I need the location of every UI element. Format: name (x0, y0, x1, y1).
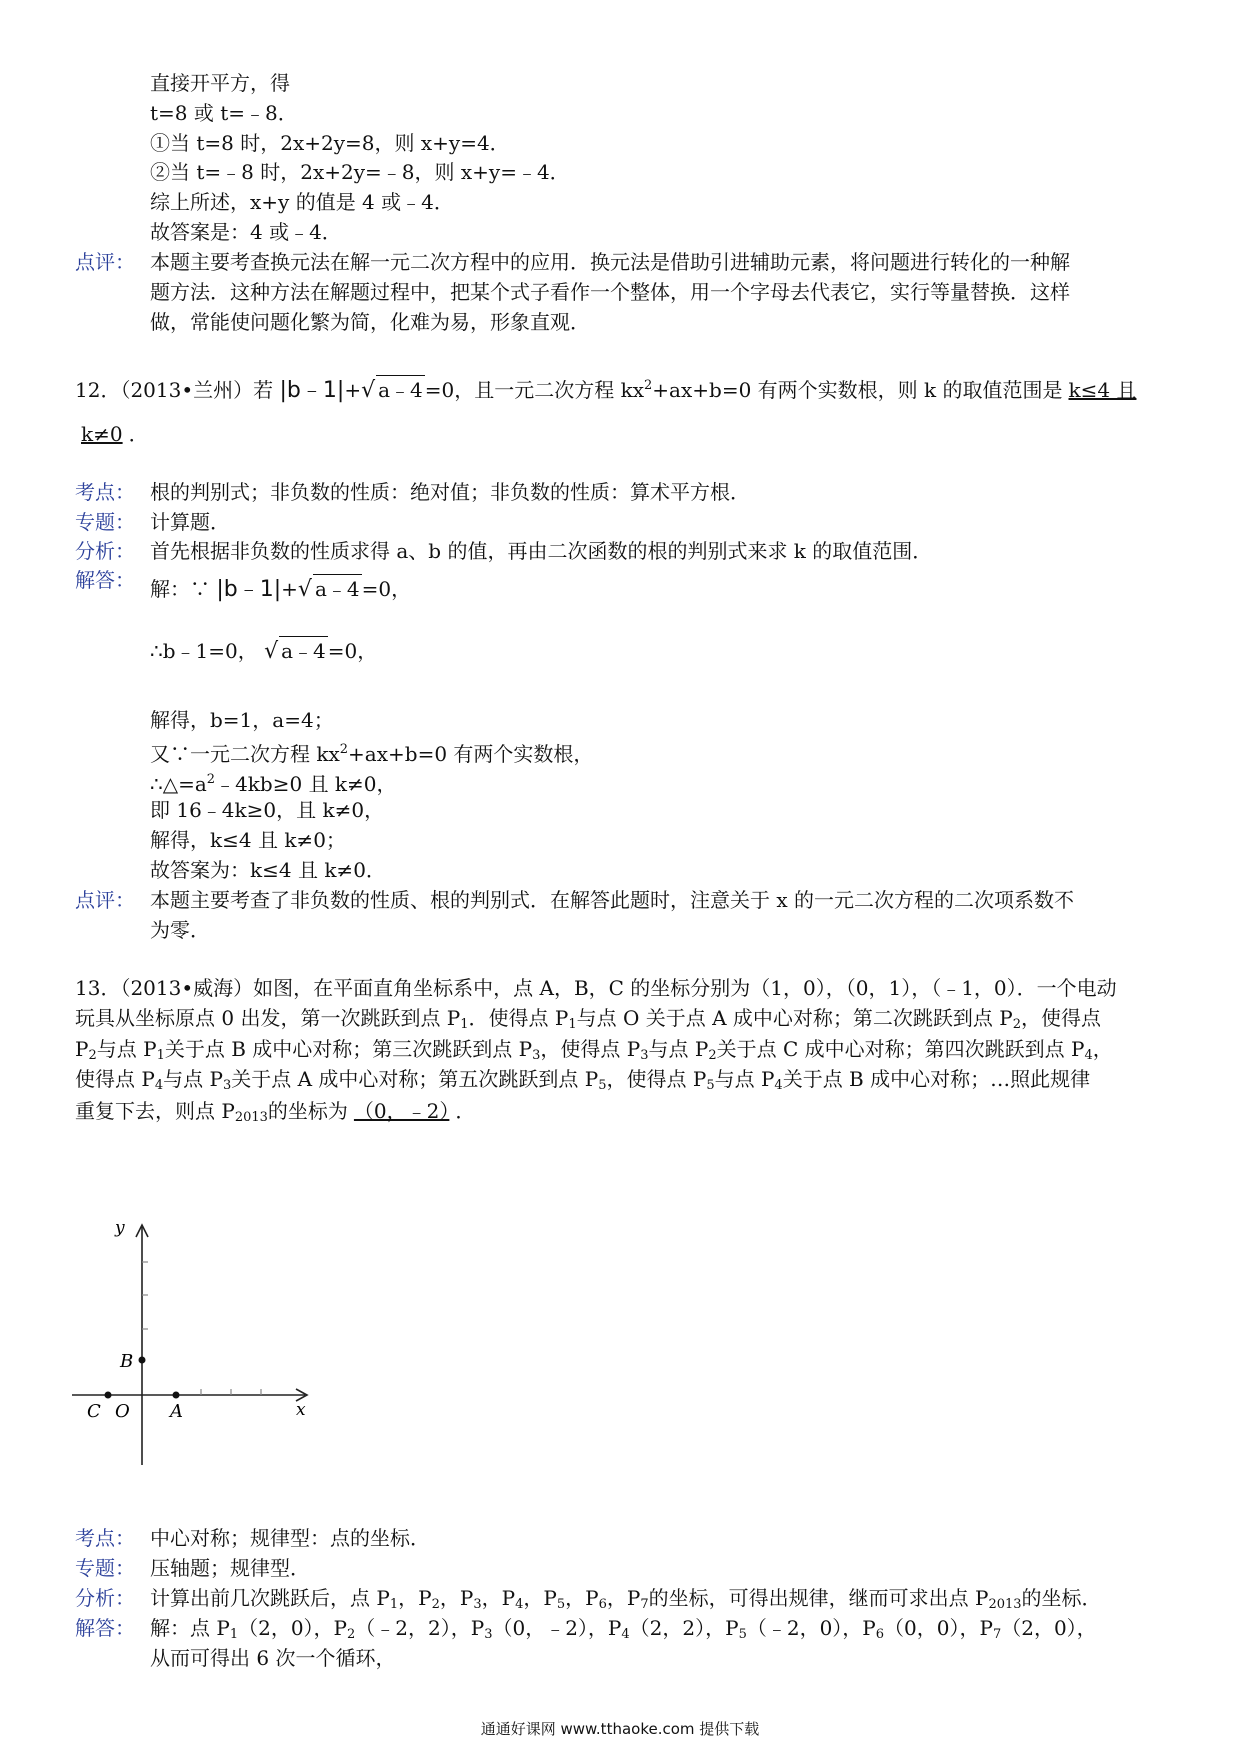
solution-text: 解：∵ (150, 577, 210, 601)
question-text: +ax+b=0 有两个实数根，则 k 的取值范围是 (652, 378, 1063, 402)
text-line: t=8 或 t=﹣8． (150, 101, 298, 125)
abs-expression: |b﹣1| (279, 378, 345, 403)
text: 与点 O 关于点 A 成中心对称；第二次跳跃到点 P (576, 1006, 1013, 1030)
text: （﹣2，0），P (746, 1616, 876, 1640)
solution-line (150, 636, 377, 666)
text: ，P (439, 1586, 474, 1610)
subscript: 5 (598, 1078, 607, 1093)
fenxi-text: 首先根据非负数的性质求得 a、b 的值，再由二次函数的根的判别式来求 k 的取值范围． (150, 539, 933, 563)
axis-ticks (142, 1262, 261, 1395)
subscript: 2 (1012, 1017, 1022, 1032)
solution-text: ∴b﹣1=0， (150, 639, 258, 663)
sqrt-sign: √ (264, 639, 279, 664)
text: ． (455, 1099, 476, 1123)
subscript: 1 (460, 1017, 469, 1032)
subscript: 1 (156, 1048, 165, 1063)
subscript: 2 (347, 1627, 356, 1642)
point-a (173, 1392, 180, 1399)
exponent: 2 (206, 772, 216, 787)
text: 与点 P (163, 1067, 223, 1091)
subscript: 5 (738, 1627, 747, 1642)
solution-line: 故答案为：k≤4 且 k≠0． (150, 858, 386, 882)
radicand: a﹣4 (376, 375, 425, 404)
review-text: 本题主要考查换元法在解一元二次方程中的应用．换元法是借助引进辅助元素，将问题进行转化的一种解 (150, 250, 1070, 274)
zhuanti-text: 压轴题；规律型． (150, 1556, 310, 1580)
text: ，使得点 (1021, 1006, 1102, 1030)
text: 计算出前几次跳跃后，点 P (150, 1586, 390, 1610)
subscript: 1 (389, 1597, 399, 1612)
solution-text: =0， (327, 639, 378, 663)
label-c: C (87, 1401, 101, 1422)
kaodian-text: 根的判别式；非负数的性质：绝对值；非负数的性质：算术平方根． (150, 480, 750, 504)
fenxi-label: 分析： (75, 539, 135, 563)
kaodian-text: 中心对称；规律型：点的坐标． (150, 1526, 430, 1550)
text: 与点 P (96, 1037, 157, 1061)
text: 使得点 P (75, 1067, 155, 1091)
jieda-label: 解答： (75, 568, 135, 592)
text: 与点 P (648, 1037, 709, 1061)
solution-text: +ax+b=0 有两个实数根， (348, 742, 594, 766)
subscript: 2 (431, 1597, 440, 1612)
answer-blank: k≤4 且 (1068, 378, 1137, 402)
zhuanti-text: 计算题． (150, 510, 230, 534)
subscript: 2 (708, 1048, 717, 1063)
subscript: 6 (875, 1627, 885, 1642)
review-text: 做，常能使问题化繁为简，化难为易，形象直观． (150, 310, 590, 334)
subscript: 3 (484, 1627, 493, 1642)
solution-line (150, 574, 411, 604)
sqrt-sign: √ (361, 378, 376, 403)
jieda-label: 解答： (75, 1616, 135, 1640)
solution-text: =0， (361, 577, 412, 601)
text-line: ①当 t=8 时，2x+2y=8，则 x+y=4． (150, 131, 510, 155)
x-axis-label: x (296, 1400, 306, 1420)
answer-blank: （0，﹣2） (353, 1099, 450, 1123)
exponent: 2 (644, 378, 653, 393)
plus-sign: + (344, 378, 362, 402)
review-text: 为零． (150, 918, 210, 942)
solution-line (150, 736, 593, 768)
solution-line: 从而可得出 6 次一个循环， (150, 1646, 396, 1670)
text: 关于点 B 成中心对称；第三次跳跃到点 P (164, 1037, 533, 1061)
text: ， (1092, 1037, 1113, 1061)
subscript: 6 (598, 1597, 607, 1612)
question-12-cont (75, 420, 149, 448)
label-o: O (115, 1401, 130, 1422)
text: （﹣2，2），P (355, 1616, 485, 1640)
review-text: 题方法．这种方法在解题过程中，把某个式子看作一个整体，用一个字母去代表它，实行等量替换．这样 (150, 280, 1070, 304)
label-a: A (170, 1401, 183, 1422)
text: ，P (398, 1586, 432, 1610)
radicand: a﹣4 (279, 636, 328, 665)
subscript: 3 (473, 1597, 482, 1612)
solution-line: 即 16﹣4k≥0，且 k≠0， (150, 798, 385, 822)
text: 关于点 A 成中心对称；第五次跳跃到点 P (231, 1067, 599, 1091)
solution-line: 解得，b=1，a=4； (150, 708, 334, 732)
point-b (139, 1357, 146, 1364)
subscript: 5 (706, 1078, 715, 1093)
question-13-line (75, 1004, 1101, 1039)
subscript: 5 (556, 1597, 566, 1612)
question-12 (75, 372, 1142, 405)
text: 的坐标为 (267, 1099, 348, 1123)
text: （2，2），P (629, 1616, 739, 1640)
text: P (75, 1037, 89, 1061)
exponent: 2 (339, 742, 349, 757)
question-13: 13．（2013•威海）如图，在平面直角坐标系中，点 A，B，C 的坐标分别为（1，0），（0，1），（﹣1，0）．一个电动 (75, 976, 1117, 1000)
review-label: 点评： (75, 250, 135, 274)
kaodian-label: 考点： (75, 480, 135, 504)
review-label: 点评： (75, 888, 135, 912)
subscript: 1 (568, 1017, 577, 1032)
zhuanti-label: 专题： (75, 510, 135, 534)
y-axis-label: y (115, 1218, 125, 1238)
text: ．使得点 P (468, 1006, 569, 1030)
text: 的坐标，可得出规律，继而可求出点 P (648, 1586, 989, 1610)
text: ，P (606, 1586, 641, 1610)
text: 与点 P (714, 1067, 775, 1091)
text: ，使得点 P (606, 1067, 707, 1091)
answer-blank: k≠0 (81, 422, 123, 446)
text: （2，0）， (1001, 1616, 1097, 1640)
question-13-line (75, 1097, 475, 1132)
plus-sign: + (281, 577, 298, 601)
zhuanti-label: 专题： (75, 1556, 135, 1580)
subscript: 1 (229, 1627, 239, 1642)
review-text: 本题主要考查了非负数的性质、根的判别式．在解答此题时，注意关于 x 的一元二次方程的二次项系数不 (150, 888, 1074, 912)
subscript: 4 (621, 1627, 630, 1642)
text: 重复下去，则点 P (75, 1099, 235, 1123)
subscript: 3 (532, 1048, 541, 1063)
text: （0，0），P (884, 1616, 993, 1640)
text: 玩具从坐标原点 0 出发，第一次跳跃到点 P (75, 1006, 461, 1030)
sqrt-sign: √ (297, 577, 312, 602)
text: 关于点 B 成中心对称；…照此规律 (782, 1067, 1091, 1091)
subscript: 4 (154, 1078, 164, 1093)
text: 的坐标． (1021, 1586, 1102, 1610)
text-line: 综上所述，x+y 的值是 4 或﹣4． (150, 190, 454, 214)
text: ，使得点 P (540, 1037, 641, 1061)
solution-line (150, 766, 397, 798)
page-footer: 通通好课网 www.tthaoke.com 提供下载 (480, 1720, 760, 1738)
text: （2，0），P (238, 1616, 348, 1640)
subscript: 2013 (988, 1597, 1022, 1612)
question-prefix: 12．（2013•兰州）若 (75, 378, 274, 402)
coordinate-figure (60, 1215, 320, 1470)
kaodian-label: 考点： (75, 1526, 135, 1550)
text-line: ②当 t=﹣8 时，2x+2y=﹣8，则 x+y=﹣4． (150, 160, 570, 184)
solution-line: 解得，k≤4 且 k≠0； (150, 828, 346, 852)
text-line: 故答案是：4 或﹣4． (150, 220, 342, 244)
text: ，P (481, 1586, 516, 1610)
text: 解：点 P (150, 1616, 230, 1640)
subscript: 3 (640, 1048, 649, 1063)
subscript: 7 (640, 1597, 649, 1612)
subscript: 4 (515, 1597, 524, 1612)
solution-text: ∴△=a (150, 772, 207, 796)
solution-text: ﹣4kb≥0 且 k≠0， (215, 772, 397, 796)
text: 关于点 C 成中心对称；第四次跳跃到点 P (716, 1037, 1085, 1061)
subscript: 3 (222, 1078, 232, 1093)
abs-expression: |b﹣1| (216, 577, 282, 602)
text: ，P (565, 1586, 599, 1610)
fenxi-label: 分析： (75, 1586, 135, 1610)
text-line: 直接开平方，得 (150, 71, 290, 95)
label-b: B (120, 1351, 134, 1372)
question-13-line (75, 1065, 1090, 1100)
subscript: 7 (992, 1627, 1002, 1642)
subscript: 2013 (234, 1110, 268, 1125)
point-c (105, 1392, 112, 1399)
subscript: 4 (774, 1078, 783, 1093)
text: ，P (523, 1586, 557, 1610)
question-text: =0，且一元二次方程 kx (424, 378, 645, 402)
subscript: 4 (1084, 1048, 1093, 1063)
solution-text: 又∵一元二次方程 kx (150, 742, 340, 766)
subscript: 2 (88, 1048, 97, 1063)
radicand: a﹣4 (313, 574, 362, 603)
period: ． (128, 422, 149, 446)
text: （0，﹣2），P (492, 1616, 622, 1640)
